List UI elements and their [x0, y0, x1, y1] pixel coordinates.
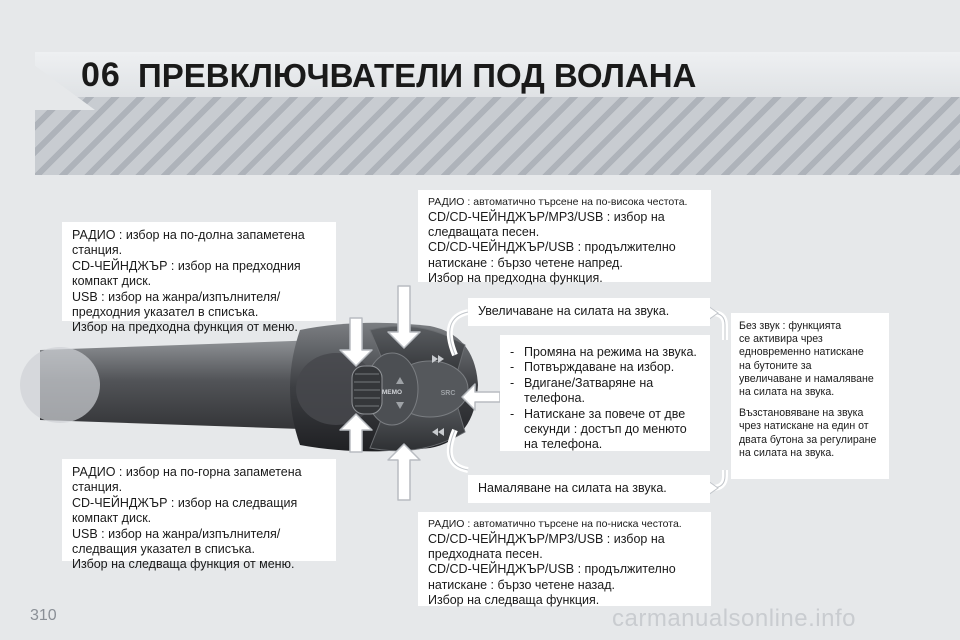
volume-down-text: Намаляване на силата на звука. [478, 481, 667, 495]
box-line: Избор на предходна функция. [428, 271, 603, 286]
box-heading: РАДИО : автоматично търсене на по-висока честота. [428, 196, 688, 208]
box-line: Избор на следваща функция от меню. [72, 557, 295, 572]
mode-item: - Вдигане/Затваряне на телефона. [508, 376, 702, 407]
box-mode [500, 335, 710, 451]
arrow-bottom-center [388, 444, 420, 500]
box-line: едновременно натискане [739, 346, 864, 359]
box-line: двата бутона за регулиране [739, 433, 877, 446]
box-line: следващата песен. [428, 224, 540, 239]
box-line: чрез натискане на един от [739, 420, 869, 433]
box-line: на силата на звука. [739, 386, 835, 399]
box-line: CD-ЧЕЙНДЖЪР : избор на предходния [72, 258, 301, 273]
chapter-number: 06 [81, 56, 121, 94]
box-mute [731, 313, 889, 479]
box-line: следващия указател в списъка. [72, 542, 255, 557]
box-line: се активира чрез [739, 333, 823, 346]
box-volume-up [468, 298, 710, 326]
box-line: станция. [72, 243, 123, 258]
box-line: компакт диск. [72, 511, 152, 526]
box-heading: РАДИО : автоматично търсене на по-ниска честота. [428, 518, 682, 530]
box-line: РАДИО : избор на по-долна запаметена [72, 228, 305, 242]
volume-up-text: Увеличаване на силата на звука. [478, 304, 670, 318]
box-line: CD-ЧЕЙНДЖЪР : избор на следващия [72, 495, 298, 510]
box-line: USB : избор на жанра/изпълнителя/ [72, 289, 281, 304]
box-prev-station [62, 222, 336, 335]
box-line: CD/CD-ЧЕЙНДЖЪР/USB : продължително [428, 240, 676, 255]
mode-item: - Промяна на режима на звука. [508, 345, 702, 360]
box-line: натискане : бързо четене напред. [428, 255, 623, 270]
box-volume-down [468, 475, 710, 503]
box-line: Избор на предходна функция от меню. [72, 320, 298, 335]
box-line: CD/CD-ЧЕЙНДЖЪР/MP3/USB : избор на [428, 209, 665, 224]
mode-item: - Натискане за повече от две секунди : достъп до менюто на телефона. [508, 407, 702, 453]
box-line: Без звук : функцията [739, 320, 842, 332]
box-seek-down [418, 512, 711, 606]
box-line: РАДИО : избор на по-горна запаметена [72, 465, 302, 479]
page-number: 310 [30, 607, 57, 624]
box-line: компакт диск. [72, 274, 152, 289]
box-line: на бутоните за [739, 359, 812, 372]
watermark: carmanualsonline.info [612, 605, 856, 632]
box-line: USB : избор на жанра/изпълнителя/ [72, 526, 281, 541]
stalk-left-fade [20, 347, 100, 423]
box-line: Избор на следваща функция. [428, 593, 600, 608]
box-spacer [739, 399, 881, 407]
box-line: Възстановяване на звука [739, 407, 864, 420]
box-seek-up [418, 190, 711, 286]
box-line: увеличаване и намаляване [739, 372, 874, 385]
mode-item: - Потвърждаване на избор. [508, 360, 702, 375]
box-line: предходната песен. [428, 546, 543, 561]
box-line: натискане : бързо четене назад. [428, 577, 615, 592]
box-line: на силата на звука. [739, 446, 835, 459]
box-line: CD/CD-ЧЕЙНДЖЪР/MP3/USB : избор на [428, 531, 665, 546]
memo-label: MEMO [381, 389, 403, 396]
box-line: CD/CD-ЧЕЙНДЖЪР/USB : продължително [428, 562, 676, 577]
box-line: станция. [72, 480, 123, 495]
src-label: SRC [440, 390, 456, 397]
box-line: предходния указател в списъка. [72, 305, 259, 320]
box-next-station [62, 459, 336, 572]
page-title: ПРЕВКЛЮЧВАТЕЛИ ПОД ВОЛАНА [138, 57, 697, 94]
